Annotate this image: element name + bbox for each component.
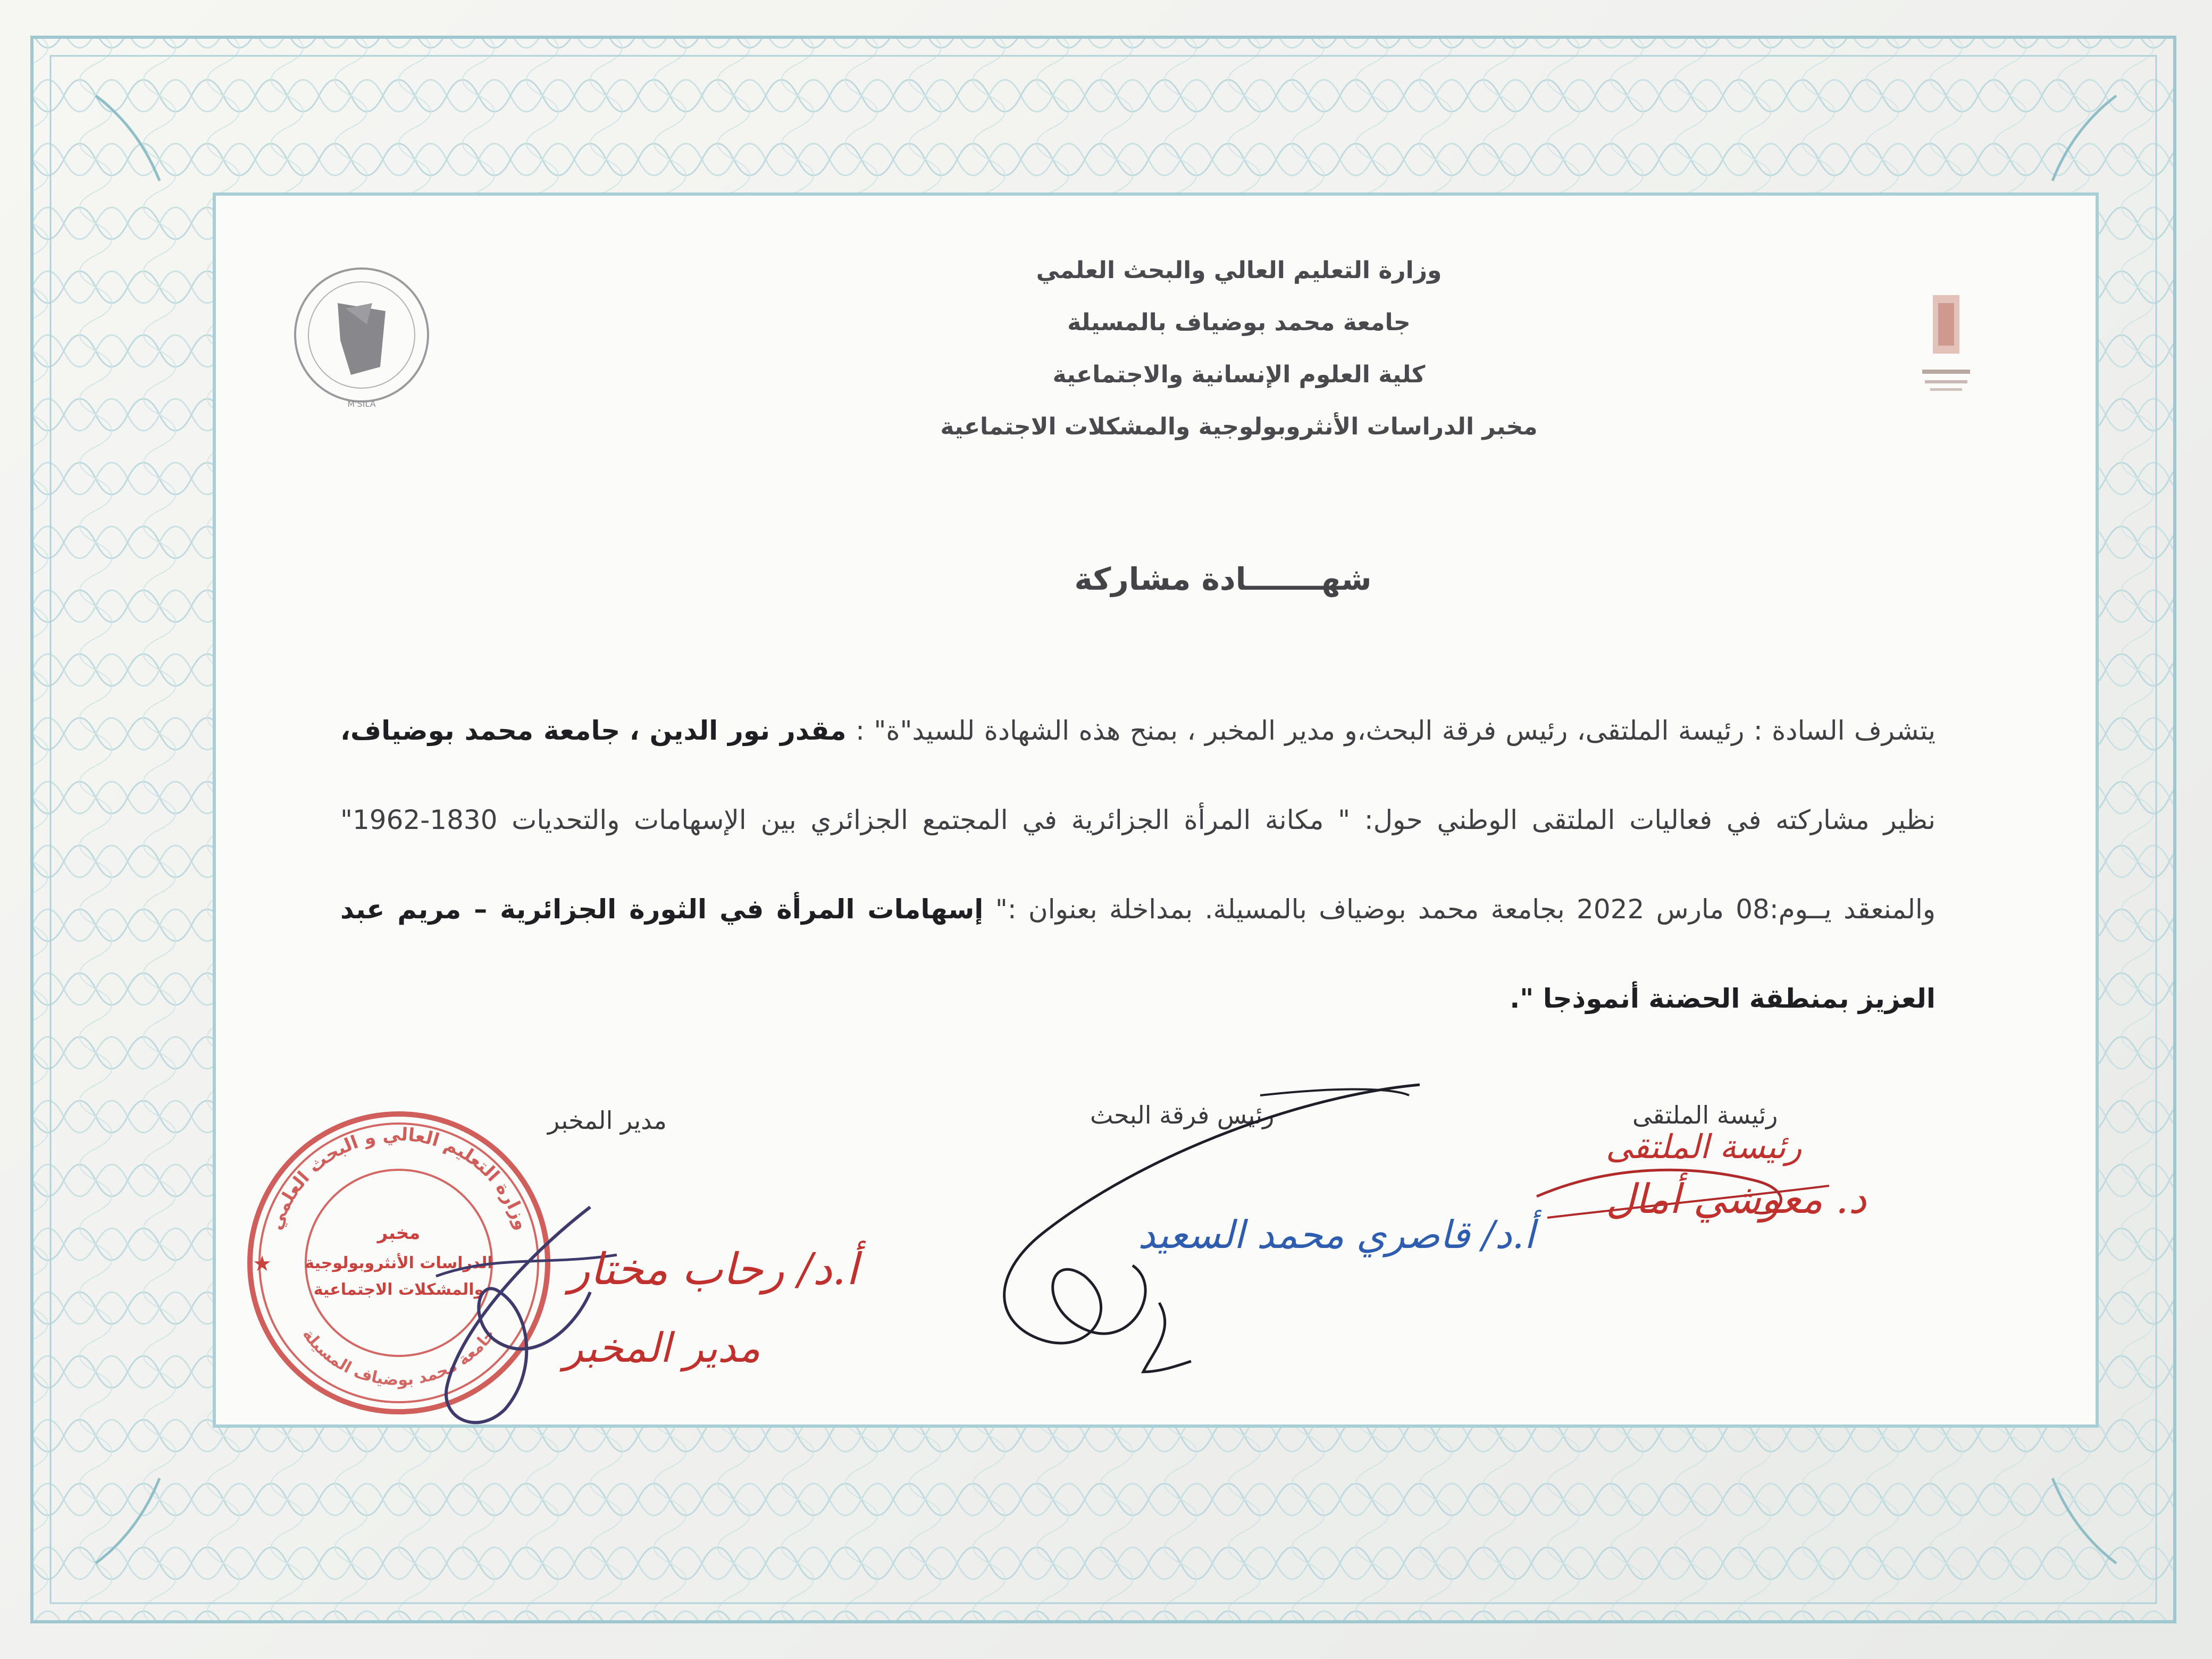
- intro-text: يتشرف السادة : رئيسة الملتقى، رئيس فرقة البحث،و مدير المخبر ، بمنح هذه الشهادة للسيد"ة" :: [846, 715, 1936, 746]
- stamp-line-2: الدراسات الأنثروبولوجية: [305, 1254, 493, 1272]
- event-description: نظير مشاركته في فعاليات الملتقى الوطني حول: " مكانة المرأة الجزائرية في المجتمع الجزائري بين الإسهامات والتحديات 1830-1962" والمنعقد يــوم:08 مارس 2022 بجامعة محمد بوضياف بالمسيلة. بمداخلة بعنوان :": [340, 805, 1936, 925]
- chair-handwritten-name: د. معوشي أمال: [1606, 1175, 1867, 1222]
- director-handwritten-title: مدير المخبر: [564, 1324, 760, 1371]
- star-icon: ★: [253, 1252, 272, 1276]
- svg-text:M'SILA: M'SILA: [347, 399, 376, 409]
- faculty-logo: [1917, 290, 1975, 412]
- stamp-line-1: مخبر: [377, 1222, 421, 1244]
- laboratory-name: مخبر الدراسات الأنثروبولوجية والمشكلات الاجتماعية: [940, 413, 1538, 440]
- institution-header: [840, 245, 1638, 453]
- university-name: جامعة محمد بوضياف بالمسيلة: [1067, 309, 1411, 336]
- stamp-outer-text: وزارة التعليم العالي و البحث العلمي: [264, 1124, 533, 1233]
- director-signature-scribble: [415, 1196, 638, 1441]
- chair-label: رئيسة الملتقى: [1632, 1101, 1778, 1129]
- ministry-name: وزارة التعليم العالي والبحث العلمي: [1036, 257, 1442, 284]
- recipient-name: مقدر نور الدين ،: [629, 715, 847, 746]
- lab-director-label: مدير المخبر: [548, 1106, 667, 1135]
- research-team-label: رئيس فرقة البحث: [1090, 1101, 1275, 1129]
- team-leader-handwritten-name: أ.د/ قاصري محمد السعيد: [1138, 1212, 1535, 1257]
- chair-handwritten-title: رئيسة الملتقى: [1606, 1127, 1802, 1166]
- director-handwritten-name: أ.د/ رحاب مختار: [569, 1244, 858, 1295]
- faculty-name: كلية العلوم الإنسانية والاجتماعية: [1052, 361, 1426, 388]
- certificate-title: شهـــــــادة مشاركة: [1074, 561, 1372, 597]
- certificate-body: [340, 686, 1936, 1043]
- talk-title: إسهامات المرأة في الثورة الجزائرية – مريم عبد العزيز بمنطقة الحضنة أنموذجا ".: [340, 894, 1936, 1014]
- recipient-institution: جامعة محمد بوضياف،: [340, 715, 621, 746]
- university-emblem-logo: [287, 261, 436, 420]
- stamp-bottom-text: جامعة محمد بوضياف المسيلة: [298, 1325, 499, 1390]
- stamp-line-3: والمشكلات الاجتماعية: [313, 1280, 484, 1299]
